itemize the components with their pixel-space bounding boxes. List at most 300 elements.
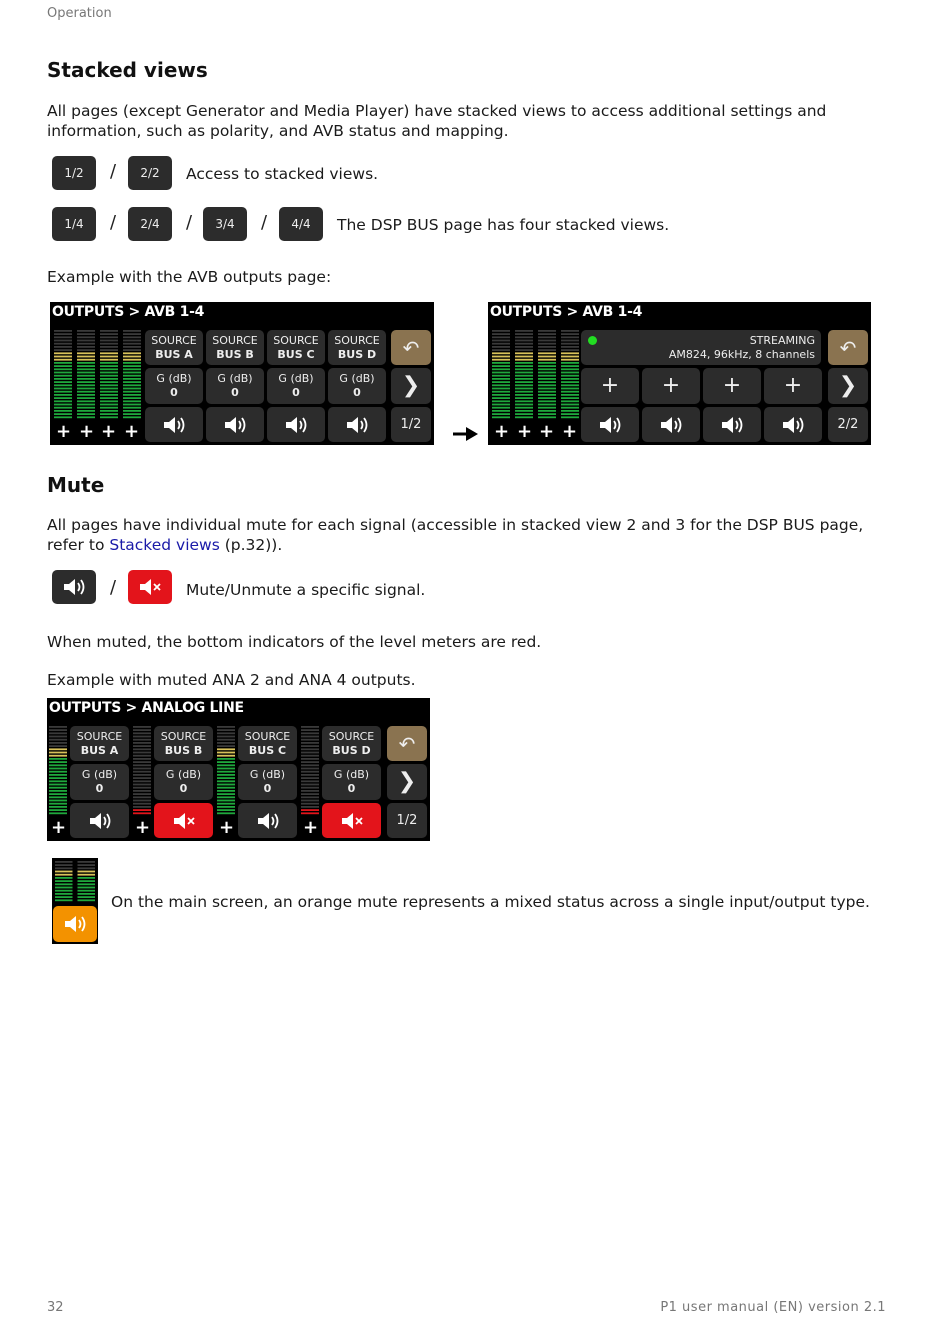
meter-segment: [561, 404, 579, 406]
gain-button-2[interactable]: [154, 764, 213, 800]
meter-segment: [133, 732, 151, 734]
meter-segment: [100, 394, 118, 396]
meter-segment: [54, 372, 72, 374]
meter-segment: [49, 732, 67, 734]
meter-segment: [217, 780, 235, 782]
avb-status-panel: [581, 330, 821, 365]
meter-segment: [133, 742, 151, 744]
meter-segment: [217, 774, 235, 776]
meter-segment: [133, 793, 151, 795]
meter-segment: [515, 365, 533, 367]
next-button[interactable]: [391, 368, 431, 404]
status-led: [588, 336, 597, 345]
source-button-bus-d[interactable]: [322, 726, 381, 761]
meter-segment: [217, 758, 235, 760]
meter-segment: [301, 726, 319, 728]
meter-segment: [123, 349, 141, 351]
source-button-bus-c[interactable]: [238, 726, 297, 761]
meter-segment: [49, 796, 67, 798]
meter-segment: [123, 372, 141, 374]
meter-segment: [515, 372, 533, 374]
meter-segment: [54, 378, 72, 380]
gain-label: G (dB): [249, 768, 286, 781]
meter-segment: [123, 375, 141, 377]
stream-format: AM824, 96kHz, 8 channels: [668, 347, 815, 361]
meter-segment: [301, 771, 319, 773]
meter-segment: [78, 874, 96, 876]
meter-segment: [561, 397, 579, 399]
plus-icon[interactable]: +: [79, 421, 95, 442]
meter-segment: [561, 340, 579, 342]
level-meters: [55, 861, 95, 903]
meter-segment: [49, 742, 67, 744]
gain-button-4[interactable]: [322, 764, 381, 800]
stacked-row1-text: Access to stacked views.: [186, 165, 379, 183]
plus-icon: +: [600, 373, 620, 398]
speaker-icon: [255, 811, 281, 831]
meter-segment: [217, 809, 235, 811]
when-muted-text: When muted, the bottom indicators of the level meters are red.: [47, 633, 542, 651]
gain-button-1[interactable]: [145, 368, 203, 404]
meter-segment: [49, 774, 67, 776]
meter-segment: [561, 352, 579, 354]
plus-icon[interactable]: +: [135, 817, 151, 838]
meter-segment: [54, 340, 72, 342]
meter-segment: [123, 410, 141, 412]
speaker-icon: [161, 415, 187, 435]
meter-segment: [54, 407, 72, 409]
meter-segment: [54, 400, 72, 402]
meter-segment: [515, 404, 533, 406]
stacked-row2-text: The DSP BUS page has four stacked views.: [337, 216, 670, 234]
stack-button-2-of-4[interactable]: 2/4: [128, 207, 172, 241]
speaker-icon: [222, 415, 248, 435]
mixed-mute-button[interactable]: [53, 906, 97, 942]
meter-segment: [55, 890, 73, 892]
mute-button-4[interactable]: [764, 407, 822, 442]
mute-button-1[interactable]: [70, 803, 129, 838]
meter-segment: [55, 893, 73, 895]
plus-icon: +: [783, 373, 803, 398]
gain-button-3[interactable]: [238, 764, 297, 800]
meter-segment: [561, 330, 579, 332]
section-heading-stacked-views: Stacked views: [47, 58, 208, 82]
meter-segment: [133, 787, 151, 789]
meter-segment: [54, 375, 72, 377]
gain-value: 0: [95, 782, 104, 795]
meter-segment: [492, 388, 510, 390]
meter-segment: [217, 736, 235, 738]
meter-segment: [217, 771, 235, 773]
meter-segment: [123, 330, 141, 332]
back-button[interactable]: [387, 726, 427, 761]
speaker-icon: [62, 914, 88, 934]
add-button-2[interactable]: [642, 368, 700, 404]
meter-segment: [492, 381, 510, 383]
meter-segment: [133, 806, 151, 808]
meter-segment: [77, 368, 95, 370]
add-button-4[interactable]: [764, 368, 822, 404]
meter-segment: [515, 352, 533, 354]
meter-segment: [77, 372, 95, 374]
stack-button-1-of-2[interactable]: 1/2: [52, 156, 96, 190]
meter-segment: [561, 391, 579, 393]
meter-segment: [217, 796, 235, 798]
add-button-1[interactable]: [581, 368, 639, 404]
meter-segment: [301, 764, 319, 766]
back-button[interactable]: [391, 330, 431, 365]
meter-segment: [538, 391, 556, 393]
meter-segment: [133, 800, 151, 802]
meter-segment: [217, 739, 235, 741]
meter-segment: [78, 896, 96, 898]
meter-segment: [123, 388, 141, 390]
meter-segment: [123, 397, 141, 399]
plus-icon[interactable]: +: [101, 421, 117, 442]
meter-segment: [100, 400, 118, 402]
meter-segment: [538, 384, 556, 386]
meter-segment: [133, 745, 151, 747]
plus-icon[interactable]: +: [51, 817, 67, 838]
meter-segment: [78, 861, 96, 863]
meter-segment: [78, 880, 96, 882]
meter-segment: [123, 356, 141, 358]
plus-icon[interactable]: +: [494, 421, 510, 442]
meter-segment: [55, 883, 73, 885]
gain-button-3[interactable]: [267, 368, 325, 404]
gain-value: 0: [179, 782, 188, 795]
meter-segment: [515, 333, 533, 335]
source-label: SOURCE: [76, 729, 123, 743]
meter-segment: [492, 378, 510, 380]
meter-segment: [217, 742, 235, 744]
speaker-icon: [658, 415, 684, 435]
source-button-bus-b[interactable]: [154, 726, 213, 761]
speaker-icon: [719, 415, 745, 435]
meter-segment: [49, 771, 67, 773]
meter-segment: [78, 877, 96, 879]
source-button-bus-c[interactable]: [267, 330, 325, 365]
meter-segment: [54, 394, 72, 396]
page-indicator-button[interactable]: 1/2: [387, 803, 427, 838]
meter-segment: [133, 764, 151, 766]
source-bus: BUS A: [80, 743, 119, 757]
gain-label: G (dB): [339, 372, 375, 385]
meter-segment: [217, 729, 235, 731]
meter-segment: [561, 416, 579, 418]
meter-segment: [538, 400, 556, 402]
meter-segment: [515, 340, 533, 342]
source-button-bus-a[interactable]: [145, 330, 203, 365]
mute-button-3[interactable]: [238, 803, 297, 838]
meter-segment: [123, 365, 141, 367]
source-button-bus-d[interactable]: [328, 330, 386, 365]
page-number: 32: [47, 1300, 64, 1315]
meter-segment: [123, 404, 141, 406]
meter-segment: [78, 893, 96, 895]
meter-segment: [133, 729, 151, 731]
page-indicator-button[interactable]: 1/2: [391, 407, 431, 442]
gain-label: G (dB): [217, 372, 253, 385]
speaker-icon: [61, 577, 87, 597]
meter-segment: [301, 736, 319, 738]
meter-segment: [77, 381, 95, 383]
gain-value: 0: [353, 386, 361, 399]
meter-segment: [49, 793, 67, 795]
meter-segment: [538, 340, 556, 342]
meter-segment: [49, 736, 67, 738]
next-button[interactable]: [387, 764, 427, 800]
stack-button-3-of-4[interactable]: 3/4: [203, 207, 247, 241]
meter-segment: [538, 349, 556, 351]
gain-value: 0: [231, 386, 239, 399]
page-indicator-button[interactable]: 2/2: [828, 407, 868, 442]
gain-button-2[interactable]: [206, 368, 264, 404]
level-meters: [54, 330, 142, 422]
mute-button-2-muted[interactable]: [154, 803, 213, 838]
meter-segment: [538, 410, 556, 412]
separator: /: [261, 212, 268, 233]
source-bus: BUS C: [277, 347, 315, 361]
mute-button-1[interactable]: [145, 407, 203, 442]
meter-segment: [561, 356, 579, 358]
meter-segment: [77, 388, 95, 390]
meter-segment: [515, 346, 533, 348]
source-button-bus-a[interactable]: [70, 726, 129, 761]
meter-segment: [100, 343, 118, 345]
meter-segment: [78, 887, 96, 889]
meter-segment: [301, 748, 319, 750]
meter-segment: [538, 372, 556, 374]
meter-segment: [100, 362, 118, 364]
level-meter: [301, 726, 321, 818]
meter-segment: [217, 768, 235, 770]
meter-segment: [538, 381, 556, 383]
meter-segment: [49, 739, 67, 741]
meter-segment: [217, 745, 235, 747]
meter-segment: [55, 867, 73, 869]
mute-button-2[interactable]: [206, 407, 264, 442]
meter-segment: [538, 378, 556, 380]
gain-button-4[interactable]: [328, 368, 386, 404]
stack-button-2-of-2[interactable]: 2/2: [128, 156, 172, 190]
meter-segment: [133, 748, 151, 750]
meter-segment: [538, 404, 556, 406]
meter-segment: [100, 349, 118, 351]
meter-segment: [515, 368, 533, 370]
meter-segment: [77, 410, 95, 412]
meter-segment: [55, 871, 73, 873]
meter-segment: [492, 410, 510, 412]
meter-segment: [100, 336, 118, 338]
plus-icon: +: [661, 373, 681, 398]
mute-intro: [47, 515, 887, 555]
source-bus: BUS A: [155, 347, 193, 361]
gain-value: 0: [170, 386, 178, 399]
mute-button-2[interactable]: [642, 407, 700, 442]
plus-icon[interactable]: +: [517, 421, 533, 442]
meter-segment: [301, 784, 319, 786]
back-button[interactable]: [828, 330, 868, 365]
source-label: SOURCE: [273, 333, 319, 347]
meter-segment: [538, 352, 556, 354]
meter-segment: [100, 388, 118, 390]
chevron-right-icon: ❯: [397, 769, 417, 794]
back-arrow-icon: ↶: [402, 335, 420, 360]
meter-segment: [217, 777, 235, 779]
meter-segment: [54, 333, 72, 335]
meter-segment: [492, 416, 510, 418]
meter-segment: [538, 330, 556, 332]
back-arrow-icon: ↶: [839, 335, 857, 360]
meter-segment: [561, 375, 579, 377]
meter-segment: [123, 359, 141, 361]
meter-segment: [49, 809, 67, 811]
mute-button-4[interactable]: [328, 407, 386, 442]
add-button-3[interactable]: [703, 368, 761, 404]
plus-icon[interactable]: +: [219, 817, 235, 838]
meter-segment: [561, 349, 579, 351]
mute-button-4-muted[interactable]: [322, 803, 381, 838]
meter-segment: [54, 384, 72, 386]
gain-label: G (dB): [278, 372, 314, 385]
meter-segment: [515, 400, 533, 402]
meter-segment: [49, 755, 67, 757]
meter-segment: [538, 365, 556, 367]
meter-segment: [100, 368, 118, 370]
separator: /: [186, 212, 193, 233]
meter-segment: [49, 758, 67, 760]
meter-segment: [515, 378, 533, 380]
meter-segment: [492, 340, 510, 342]
meter-segment: [49, 726, 67, 728]
plus-icon[interactable]: +: [539, 421, 555, 442]
meter-segment: [77, 394, 95, 396]
running-header: Operation: [47, 6, 112, 21]
meter-segment: [538, 346, 556, 348]
meter-segment: [515, 394, 533, 396]
meter-segment: [100, 413, 118, 415]
meter-segment: [492, 397, 510, 399]
level-meters: [492, 330, 580, 422]
source-bus: BUS B: [216, 347, 254, 361]
unmuted-button[interactable]: [52, 570, 96, 604]
meter-segment: [77, 330, 95, 332]
meter-segment: [561, 413, 579, 415]
meter-segment: [54, 352, 72, 354]
meter-segment: [301, 732, 319, 734]
stacked-views-link[interactable]: Stacked views: [109, 536, 220, 554]
meter-segment: [133, 784, 151, 786]
meter-segment: [217, 748, 235, 750]
source-bus: BUS B: [164, 743, 203, 757]
meter-segment: [561, 336, 579, 338]
mute-button-3[interactable]: [267, 407, 325, 442]
meter-segment: [492, 359, 510, 361]
meter-segment: [133, 726, 151, 728]
meter-segment: [561, 346, 579, 348]
stack-button-1-of-4[interactable]: 1/4: [52, 207, 96, 241]
mute-button-3[interactable]: [703, 407, 761, 442]
meter-segment: [55, 861, 73, 863]
source-label: SOURCE: [151, 333, 197, 347]
meter-segment: [515, 359, 533, 361]
meter-segment: [561, 368, 579, 370]
meter-segment: [54, 413, 72, 415]
stack-button-4-of-4[interactable]: 4/4: [279, 207, 323, 241]
level-meter: [217, 726, 237, 818]
meter-segment: [515, 384, 533, 386]
plus-icon[interactable]: +: [562, 421, 578, 442]
meter-segment: [301, 742, 319, 744]
meter-segment: [55, 887, 73, 889]
meter-segment: [133, 812, 151, 814]
meter-segment: [515, 343, 533, 345]
meter-segment: [515, 413, 533, 415]
muted-button[interactable]: [128, 570, 172, 604]
speaker-icon: [283, 415, 309, 435]
meter-segment: [515, 375, 533, 377]
source-label: SOURCE: [212, 333, 258, 347]
meter-segment: [49, 803, 67, 805]
source-button-bus-b[interactable]: [206, 330, 264, 365]
meter-segment: [133, 803, 151, 805]
stacked-intro: All pages (except Generator and Media Player) have stacked views to access additional settings and information, such as polarity, and AVB status and mapping.: [47, 102, 827, 140]
meter-segment: [49, 729, 67, 731]
meter-segment: [55, 864, 73, 866]
mute-button-1[interactable]: [581, 407, 639, 442]
meter-segment: [217, 755, 235, 757]
meter-segment: [100, 416, 118, 418]
meter-segment: [301, 774, 319, 776]
plus-icon[interactable]: +: [303, 817, 319, 838]
meter-segment: [561, 400, 579, 402]
meter-segment: [123, 346, 141, 348]
gain-button-1[interactable]: [70, 764, 129, 800]
meter-segment: [561, 384, 579, 386]
meter-segment: [492, 352, 510, 354]
meter-segment: [301, 745, 319, 747]
meter-segment: [538, 416, 556, 418]
meter-segment: [217, 761, 235, 763]
next-button[interactable]: [828, 368, 868, 404]
meter-segment: [77, 356, 95, 358]
gain-label: G (dB): [333, 768, 370, 781]
plus-icon[interactable]: +: [124, 421, 140, 442]
meter-segment: [49, 784, 67, 786]
plus-icon[interactable]: +: [56, 421, 72, 442]
meter-segment: [301, 761, 319, 763]
meter-segment: [538, 394, 556, 396]
meter-segment: [49, 752, 67, 754]
meter-segment: [492, 384, 510, 386]
meter-segment: [561, 365, 579, 367]
meter-segment: [54, 336, 72, 338]
meter-segment: [55, 896, 73, 898]
meter-segment: [77, 336, 95, 338]
meter-segment: [49, 806, 67, 808]
meter-segment: [123, 368, 141, 370]
back-arrow-icon: ↶: [398, 731, 416, 756]
meter-segment: [538, 343, 556, 345]
main-screen-mixed-mute-example: [52, 858, 98, 944]
meter-segment: [217, 732, 235, 734]
meter-segment: [301, 758, 319, 760]
meter-segment: [301, 787, 319, 789]
meter-segment: [301, 752, 319, 754]
meter-segment: [123, 378, 141, 380]
meter-segment: [49, 745, 67, 747]
